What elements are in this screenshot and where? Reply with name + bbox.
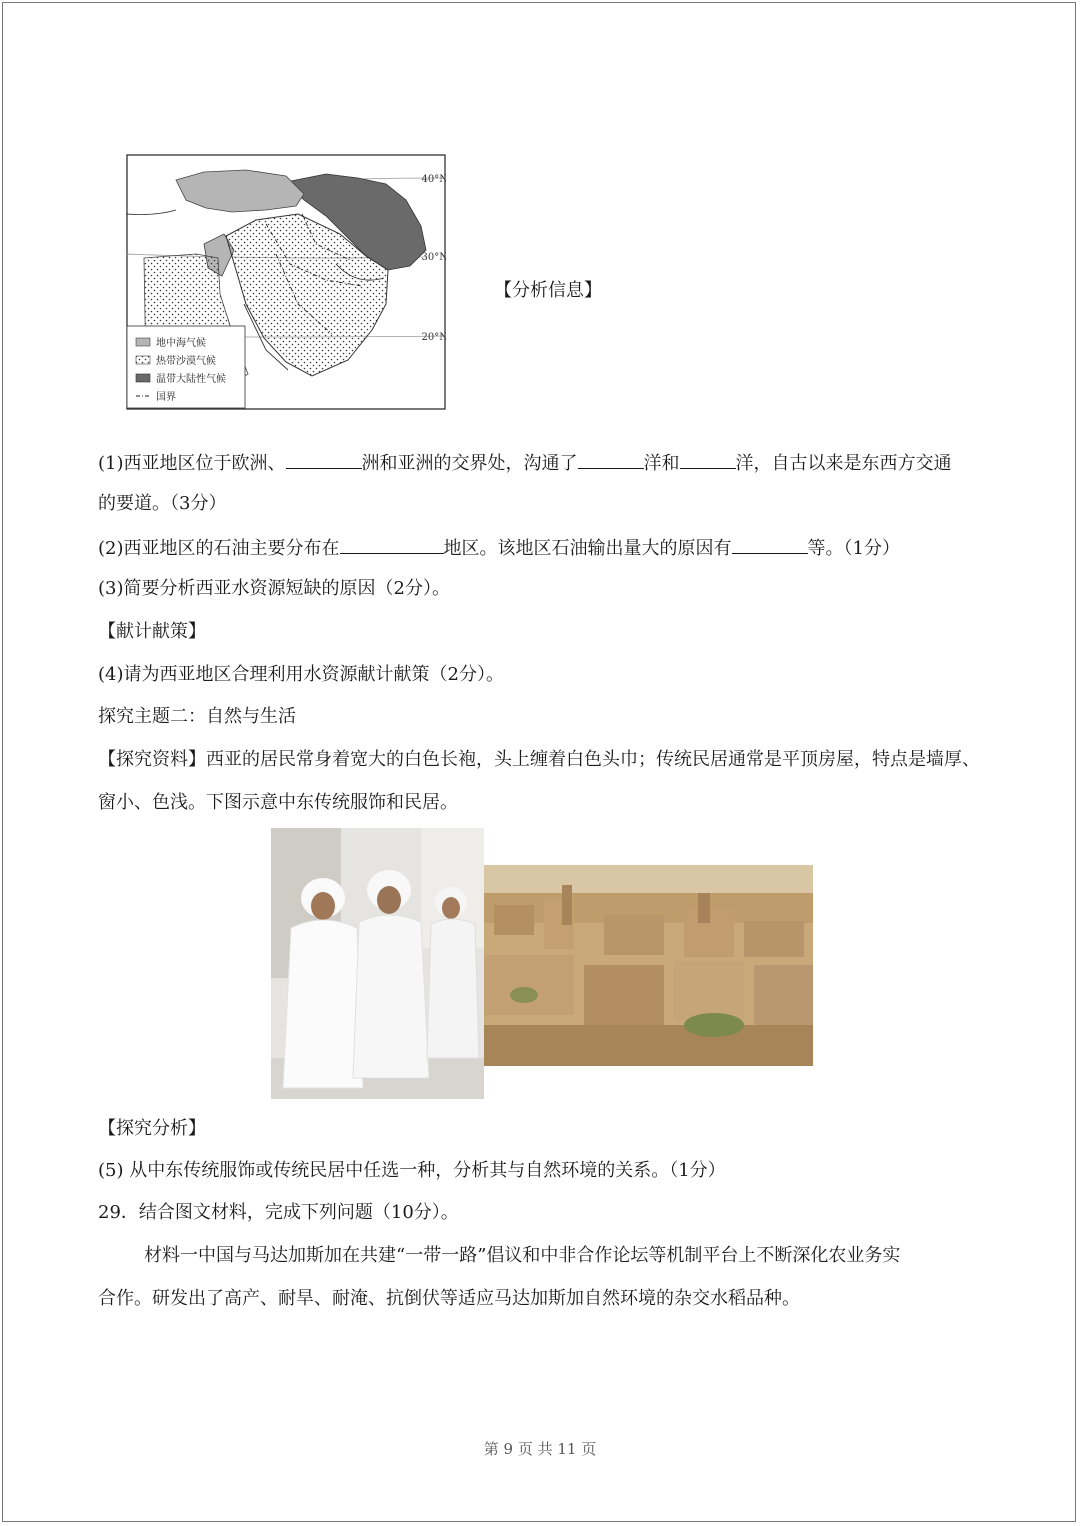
question-5: (5) 从中东传统服饰或传统民居中任选一种，分析其与自然环境的关系。（1分） — [98, 1160, 726, 1181]
blank-ocean-2[interactable] — [680, 452, 736, 469]
question-2: (2)西亚地区的石油主要分布在 地区。该地区石油输出量大的原因有 等。（1分） — [98, 538, 900, 559]
question-29: 29．结合图文材料，完成下列问题（10分）。 — [98, 1202, 459, 1223]
material-line-2: 窗小、色浅。下图示意中东传统服饰和民居。 — [98, 792, 458, 813]
traditional-dwellings-photo — [484, 865, 813, 1066]
section-analysis: 【探究分析】 — [98, 1118, 206, 1139]
material-one-line-2: 合作。研发出了高产、耐旱、耐淹、抗倒伏等适应马达加斯加自然环境的杂交水稻品种。 — [98, 1288, 800, 1309]
section-analysis-info: 【分析信息】 — [494, 280, 602, 301]
legend-temperate-continental: 温带大陆性气候 — [156, 374, 226, 385]
section-strategy: 【献计献策】 — [98, 621, 206, 642]
blank-ocean-1[interactable] — [578, 452, 644, 469]
question-1-line2: 的要道。（3分） — [98, 493, 227, 514]
traditional-dress-photo — [271, 828, 484, 1099]
blank-oil-reason[interactable] — [732, 537, 808, 554]
legend-mediterranean: 地中海气候 — [156, 338, 206, 349]
material-one-line-1: 材料一中国与马达加斯加在共建“一带一路”倡议和中非合作论坛等机制平台上不断深化农业务实 — [144, 1245, 901, 1266]
blank-oil-region[interactable] — [340, 537, 444, 554]
question-3: (3)简要分析西亚水资源短缺的原因（2分）。 — [98, 578, 450, 599]
lat-label-20: 20°N — [421, 332, 446, 343]
blank-continent[interactable] — [286, 452, 362, 469]
theme-2-heading: 探究主题二：自然与生活 — [98, 706, 296, 727]
west-asia-climate-map — [126, 154, 446, 410]
legend-border: 国界 — [156, 392, 176, 403]
lat-label-30: 30°N — [421, 252, 446, 263]
question-1: (1)西亚地区位于欧洲、 洲和亚洲的交界处，沟通了 洋和 洋，自古以来是东西方交通 — [98, 453, 952, 474]
question-4: (4)请为西亚地区合理利用水资源献计献策（2分）。 — [98, 664, 504, 685]
page-footer: 第 9 页 共 11 页 — [483, 1440, 597, 1458]
legend-tropical-desert: 热带沙漠气候 — [156, 356, 216, 367]
material-line-1: 【探究资料】西亚的居民常身着宽大的白色长袍，头上缠着白色头巾；传统民居通常是平顶房屋，特点是墙厚、 — [98, 749, 980, 770]
lat-label-40: 40°N — [421, 174, 446, 185]
